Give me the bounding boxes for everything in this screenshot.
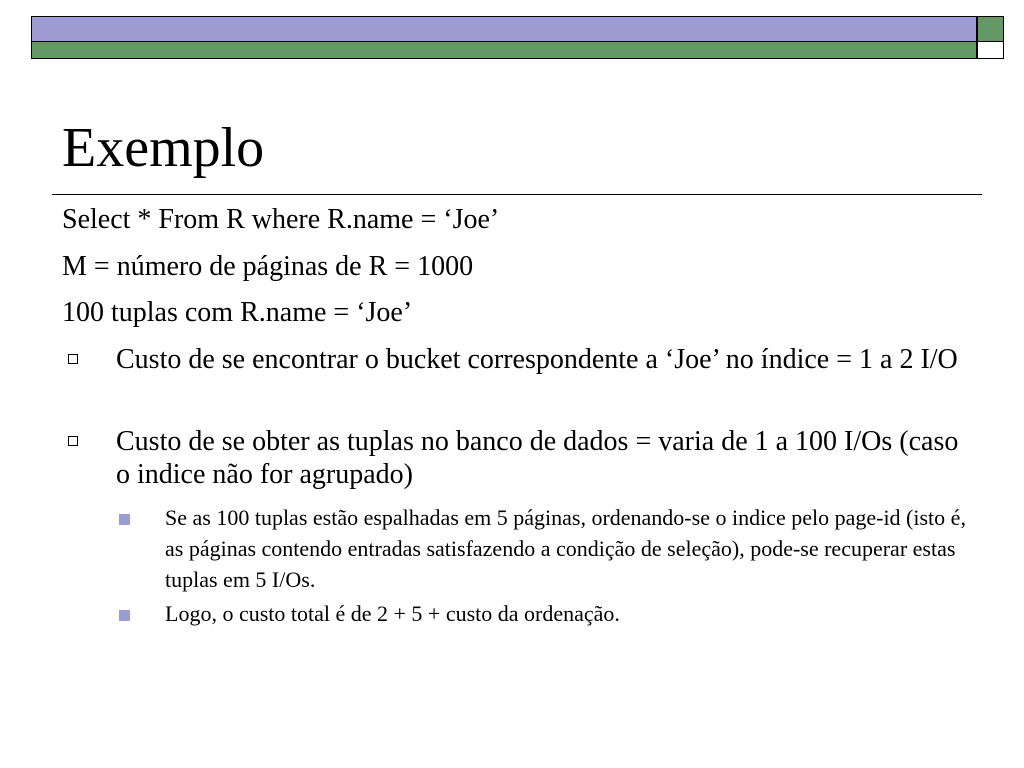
sub-bullet-sorting [165,502,975,595]
filled-square-bullet-icon [119,514,130,525]
bullet-text: Custo de se encontrar o bucket correspondente a ‘Joe’ no índice = 1 a 2 I/O [116,344,958,375]
hollow-square-bullet-icon [68,354,78,364]
sub-bullet-text: Logo, o custo total é de 2 + 5 + custo da ordenação. [165,601,620,626]
filled-square-bullet-icon [119,610,130,621]
sub-bullet-total-cost [165,598,975,629]
sub-bullet-text: Se as 100 tuplas estão espalhadas em 5 páginas, ordenando-se o indice pelo page-id (isto é, as páginas contendo entradas satisfazendo a condição de seleção), pode-se recuperar estas tuplas em 5 I/Os. [165,505,966,592]
bullet-tuple-cost [116,425,976,491]
title-underline [52,194,982,195]
header-bar-top [31,16,977,42]
tuple-count-line: 100 tuplas com R.name = ‘Joe’ [62,297,413,328]
bullet-text: Custo de se obter as tuplas no banco de dados = varia de 1 a 100 I/Os (caso o indice não for agrupado) [116,426,959,490]
corner-square-top [977,16,1004,42]
slide-title: Exemplo [62,117,265,179]
query-line: Select * From R where R.name = ‘Joe’ [62,204,500,235]
hollow-square-bullet-icon [68,436,78,446]
header-bar-bottom [31,41,977,59]
bullet-bucket-cost [116,343,976,376]
corner-square-bottom [977,41,1004,59]
page-count-line: M = número de páginas de R = 1000 [62,251,474,282]
